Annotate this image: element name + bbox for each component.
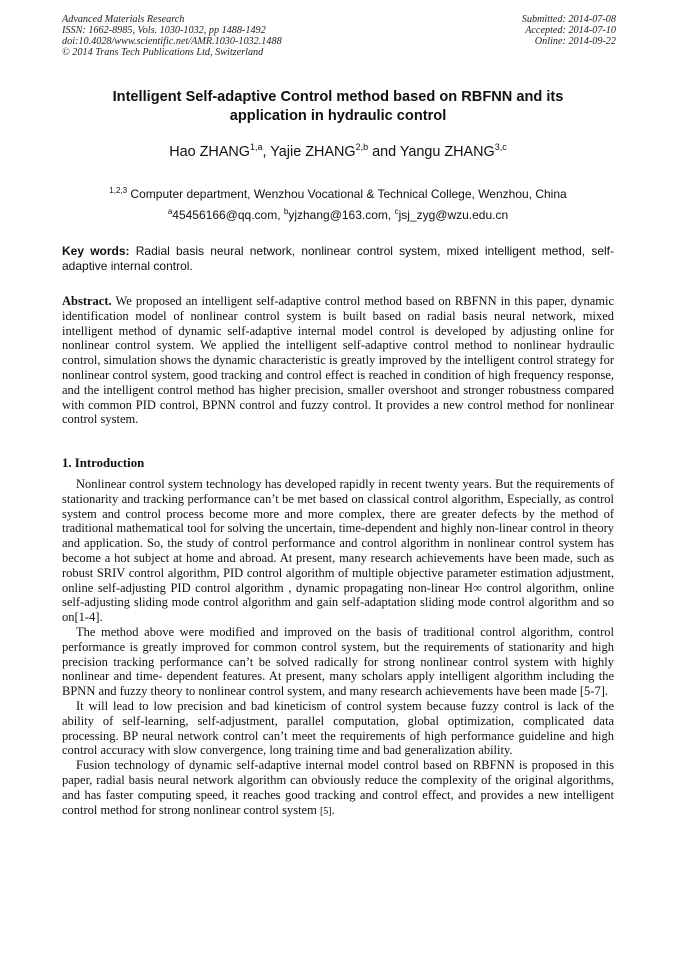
section-heading-introduction: 1. Introduction: [62, 456, 145, 470]
email-b-sup: b: [283, 207, 289, 216]
intro-paragraph-4-text: Fusion technology of dynamic self-adaptive internal model control based on RBFNN is proposed in this paper, radial basis neural network algorithm can obviously reduce the complexity of the original algorithms, and has faster computing speed, it reaches good tracking and control effect, and provides a new intelligent control method for strong nonlinear control system: [62, 758, 614, 817]
author-sep-2: and: [368, 144, 400, 160]
author-2: Yajie ZHANG: [270, 144, 356, 160]
email-b[interactable]: yjzhang@163.com,: [288, 208, 395, 222]
keywords-label: Key words:: [62, 244, 130, 258]
doi-line: doi:10.4028/www.scientific.net/AMR.1030-1032.1488: [62, 36, 282, 47]
paper-title: [62, 88, 614, 126]
author-3-affil: 3,c: [494, 142, 507, 153]
intro-paragraph-3: It will lead to low precision and bad kineticism of control system because fuzzy control is lack of the ability of self-learning, self-adjustment, parallel computation, global optimization, complicated data processing. BP neural network control can’t meet the requirements of high performance guideline and high control accuracy with slow convergence, long training time and bad generalization ability.: [62, 698, 614, 758]
intro-paragraph-2: The method above were modified and improved on the basis of traditional control algorithm, control performance is greatly improved for common control system, but the requirements of stationarity and high precision tracking performance can’t be solved radically for strong nonlinear control system with highly nonlinear and time- dependent features. At present, many scholars apply intelligent algorithm including the BPNN and fuzzy theory to nonlinear control system, and many research achievements have been made [5-7].: [62, 624, 614, 699]
intro-paragraph-4: [62, 758, 614, 819]
accepted-date: Accepted: 2014-07-10: [525, 25, 616, 36]
intro-paragraph-4-end: .: [331, 802, 335, 817]
keywords: [62, 244, 614, 274]
citation-5: [5]: [319, 805, 332, 817]
author-1: Hao ZHANG: [169, 144, 250, 160]
journal-name: Advanced Materials Research: [62, 14, 185, 25]
affiliation-text: Computer department, Wenzhou Vocational & Technical College, Wenzhou, China: [127, 187, 567, 201]
issn-line: ISSN: 1662-8985, Vols. 1030-1032, pp 1488-1492: [62, 25, 266, 36]
email-a[interactable]: 45456166@qq.com,: [172, 208, 284, 222]
title-line-1: Intelligent Self-adaptive Control method based on RBFNN and its: [112, 89, 564, 105]
email-c[interactable]: jsj_zyg@wzu.edu.cn: [398, 208, 509, 222]
title-line-2: application in hydraulic control: [229, 108, 447, 124]
intro-paragraph-1: Nonlinear control system technology has developed rapidly in recent twenty years. But the requirements of stationarity and tracking performance can’t be met based on classical control algorithm, Especially, as control system and control process become more and more complex, there are greater defects by the method of traditional mathematical tool for solving the uncertain, time-dependent and highly non-linear control in theory and application. So, the study of control performance and control algorithm in nonlinear control system has become a hot subject at home and abroad. At present, many research achievements have been made, such as robust SRIV control algorithm, PID control algorithm of multiple objective parameter estimation adjustment, online self-adjusting PID control algorithm , dynamic propagating non-linear H∞ control algorithm, online self-adjusting sliding mode control algorithm and gain self-adaptation sliding mode control algorithm and so on[1-4].: [62, 477, 614, 625]
keywords-text: Radial basis neural network, nonlinear control system, mixed intelligent method, self-adaptive internal control.: [62, 244, 614, 273]
email-a-sup: a: [167, 207, 173, 216]
journal-header: [62, 14, 282, 58]
introduction-body: [62, 477, 614, 819]
email-list: [62, 208, 614, 222]
online-date: Online: 2014-09-22: [534, 36, 616, 47]
submitted-date: Submitted: 2014-07-08: [521, 14, 616, 25]
affiliation-sup: 1,2,3: [109, 186, 128, 195]
affiliation: [62, 187, 614, 201]
copyright-line: © 2014 Trans Tech Publications Ltd, Switzerland: [62, 47, 264, 58]
author-list: [62, 144, 614, 160]
author-3: Yangu ZHANG: [399, 144, 495, 160]
abstract-label: Abstract.: [62, 294, 112, 308]
abstract-text: We proposed an intelligent self-adaptive control method based on RBFNN in this paper, dynamic identification model of nonlinear control system is built based on radial basis neural network, mixed intelligent method of dynamic self-adaptive internal model control is developed by adjusting online for nonlinear control system. We applied the intelligent self-adaptive control method to nonlinear hydraulic control, simulation shows the dynamic characteristic is greatly improved by the intelligent control strategy for nonlinear control system, good tracking and control effect is reached in condition of high frequency response, and the intelligent control method has higher precision, smaller overshoot and stronger robustness compared with common PID control, BPNN control and fuzzy control. It provides a new control method for nonlinear control system.: [62, 294, 614, 427]
dates-header: [522, 14, 616, 47]
author-sep-1: ,: [262, 144, 271, 160]
abstract: [62, 294, 614, 427]
author-1-affil: 1,a: [250, 142, 263, 153]
author-2-affil: 2,b: [355, 142, 369, 153]
email-c-sup: c: [394, 207, 399, 216]
